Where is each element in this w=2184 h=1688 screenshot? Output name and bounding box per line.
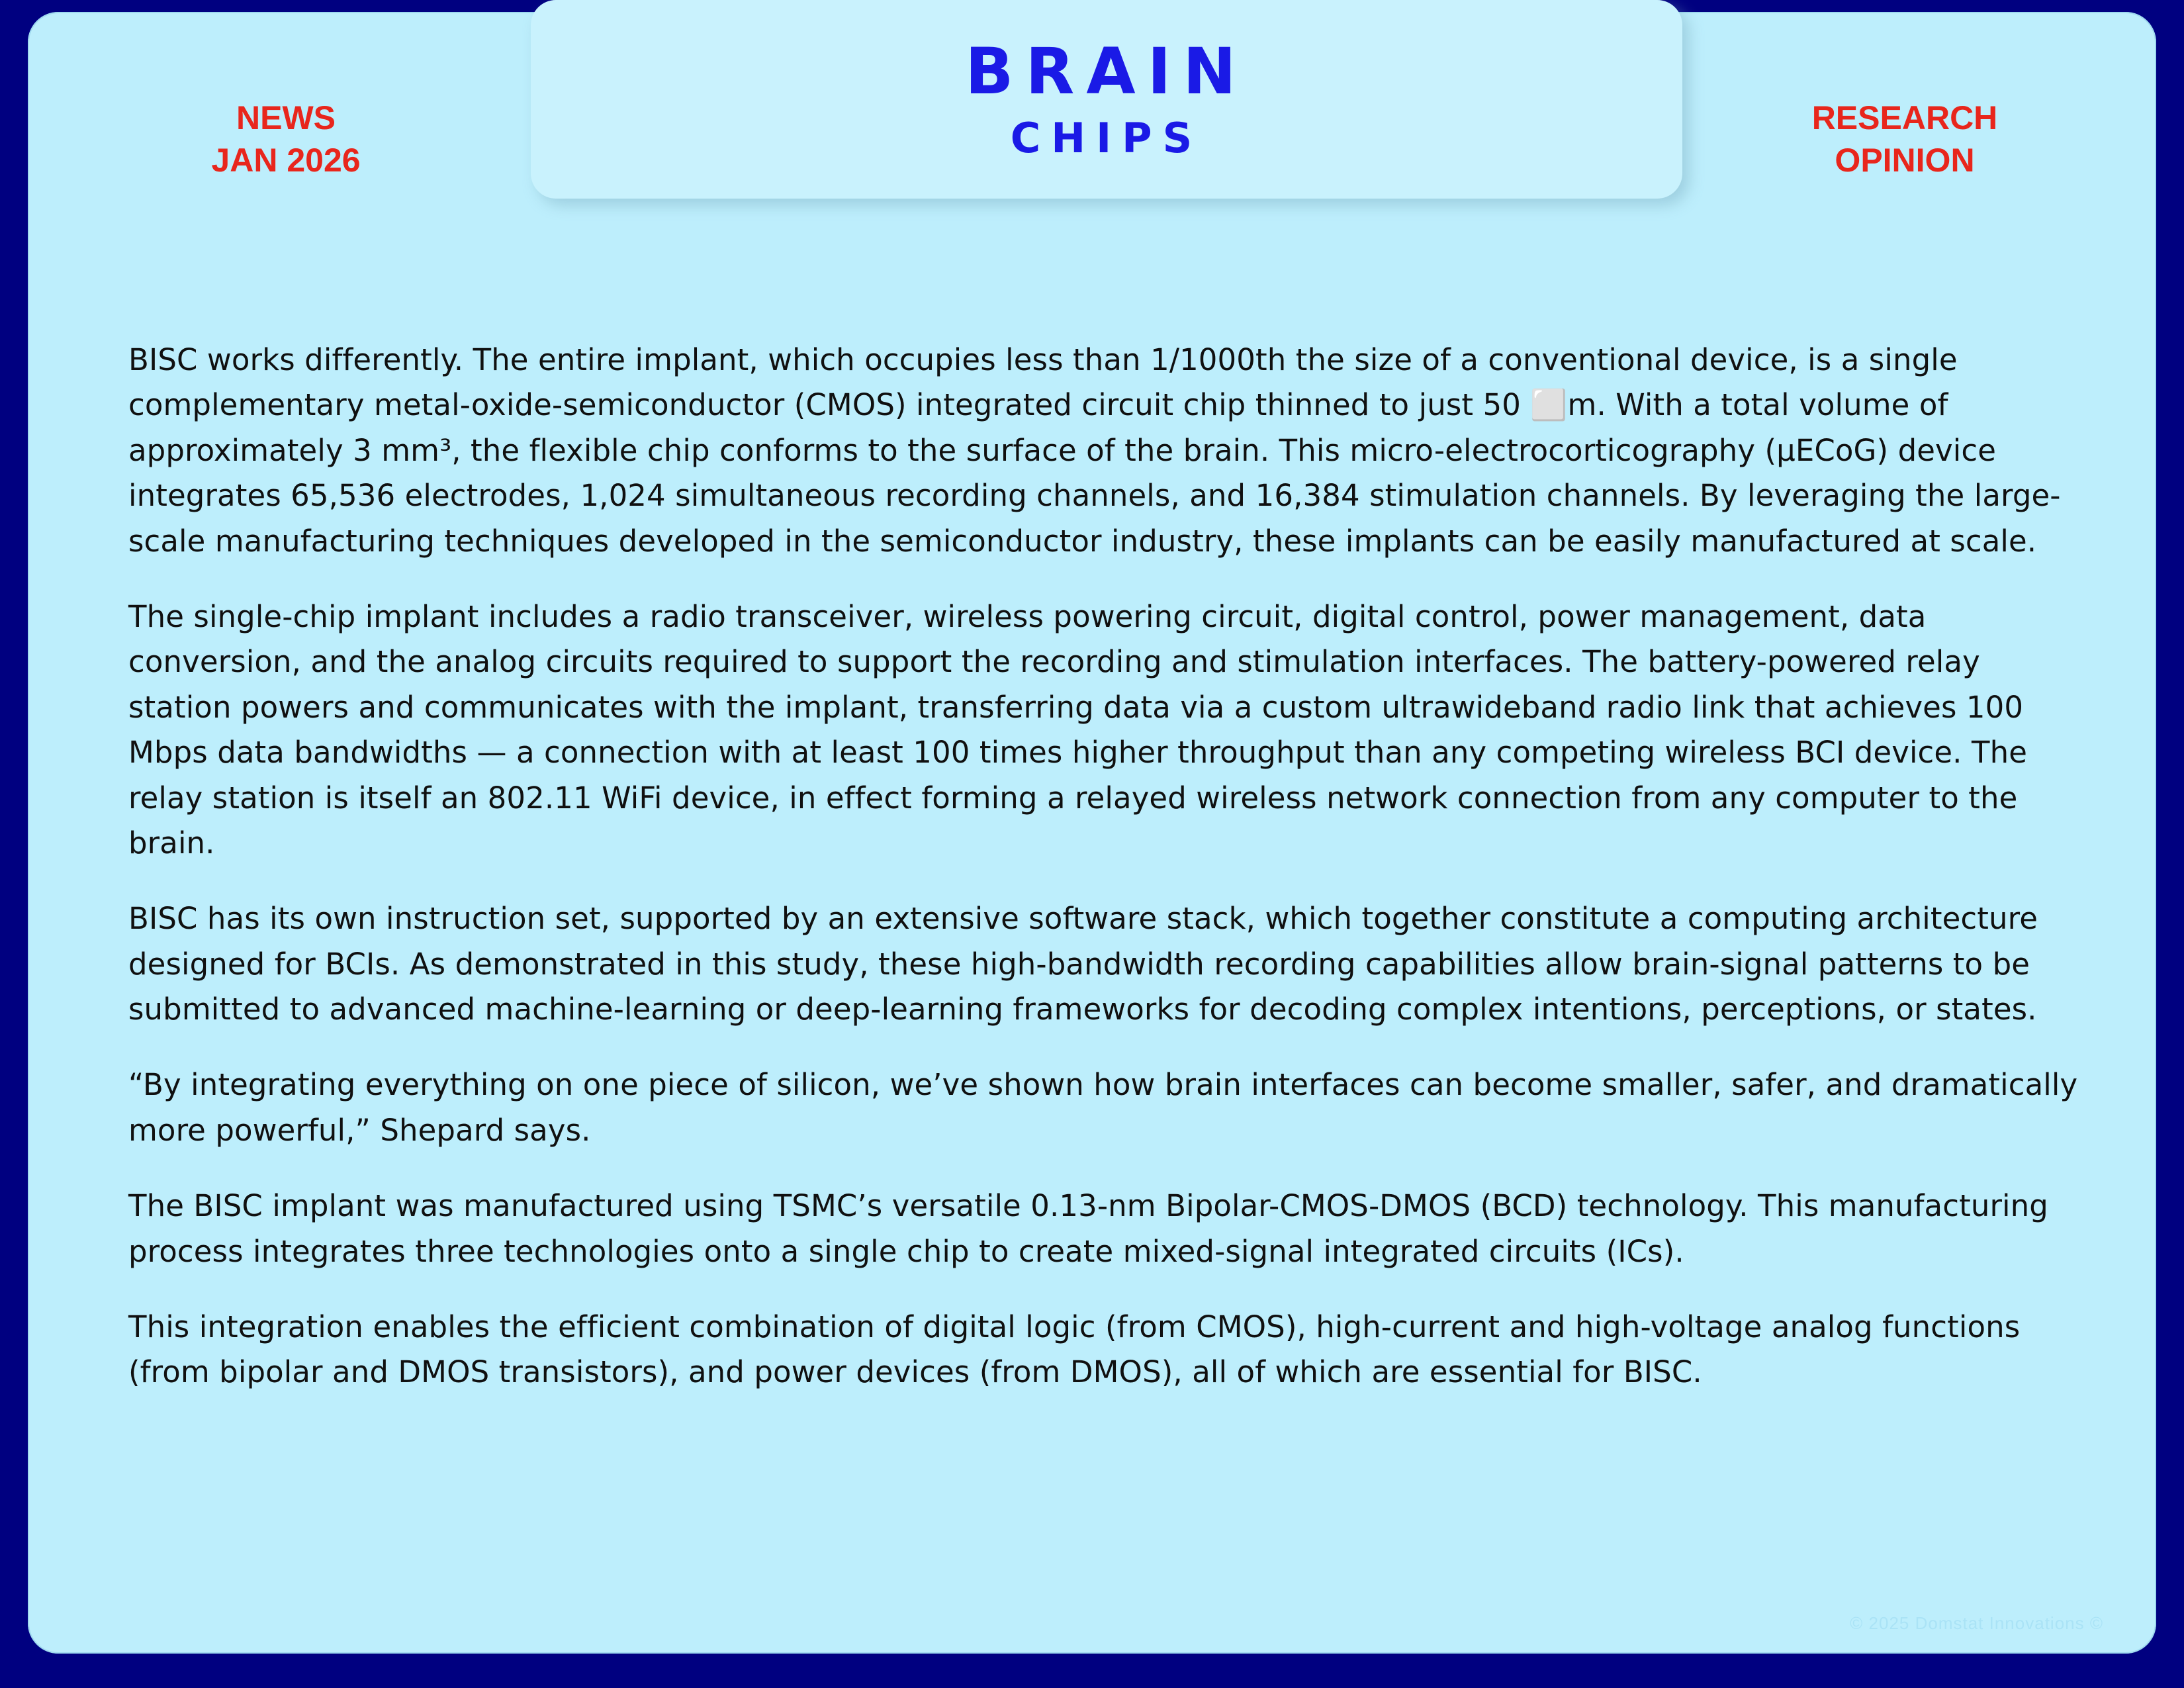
paragraph: BISC works differently. The entire implant, which occupies less than 1/1000th the size of a conventional device, is a single complementary metal-oxide-semiconductor (CMOS) integrated circuit chip thinned to just 50 ⬜m. With a total volume of approximately 3 mm³, the flexible chip conforms to the surface of the brain. This micro-electrocorticography (µECoG) device integrates 65,536 electrodes, 1,024 simultaneous recording channels, and 16,384 stimulation channels. By leveraging the large-scale manufacturing techniques developed in the semiconductor industry, these implants can be easily manufactured at scale.: [128, 342, 2061, 559]
news-date-badge: NEWS JAN 2026: [211, 99, 361, 179]
brand-title: BRAIN: [965, 34, 1248, 109]
masthead-plate: [531, 0, 1682, 199]
paragraph: The single-chip implant includes a radio transceiver, wireless powering circuit, digital control, power management, data conversion, and the analog circuits required to support the recording and stimulation interfaces. The battery-powered relay station powers and communicates with the implant, transferring data via a custom ultrawideband radio link that achieves 100 Mbps data bandwidths — a connection with at least 100 times higher throughput than any competing wireless BCI device. The relay station is itself an 802.11 WiFi device, in effect forming a relayed wireless network connection from any computer to the brain.: [128, 598, 2027, 861]
paragraph: The BISC implant was manufactured using TSMC’s versatile 0.13-nm Bipolar-CMOS-DMOS (BCD) technology. This manufacturing process integrates three technologies onto a single chip to create mixed-signal integrated circuits (ICs).: [128, 1188, 2048, 1269]
article-card: [28, 12, 2156, 1654]
copyright-credit: © 2025 Domstat Innovations ©: [1850, 1613, 2103, 1633]
paragraph: This integration enables the efficient combination of digital logic (from CMOS), high-current and high-voltage analog functions (from bipolar and DMOS transistors), and power devices (from DMOS), all of which are essential for BISC.: [128, 1309, 2021, 1390]
paragraph: “By integrating everything on one piece of silicon, we’ve shown how brain interfaces can become smaller, safer, and dramatically more powerful,” Shepard says.: [128, 1067, 2078, 1148]
paragraph: BISC has its own instruction set, supported by an extensive software stack, which together constitute a computing architecture designed for BCIs. As demonstrated in this study, these high-bandwidth recording capabilities allow brain-signal patterns to be submitted to advanced machine-learning or deep-learning frameworks for decoding complex intentions, perceptions, or states.: [128, 901, 2038, 1027]
brand-subtitle: CHIPS: [1010, 114, 1203, 162]
article-body: [128, 338, 2087, 1395]
research-opinion-badge: RESEARCH OPINION: [1811, 99, 1998, 179]
article-header: [28, 12, 2156, 230]
